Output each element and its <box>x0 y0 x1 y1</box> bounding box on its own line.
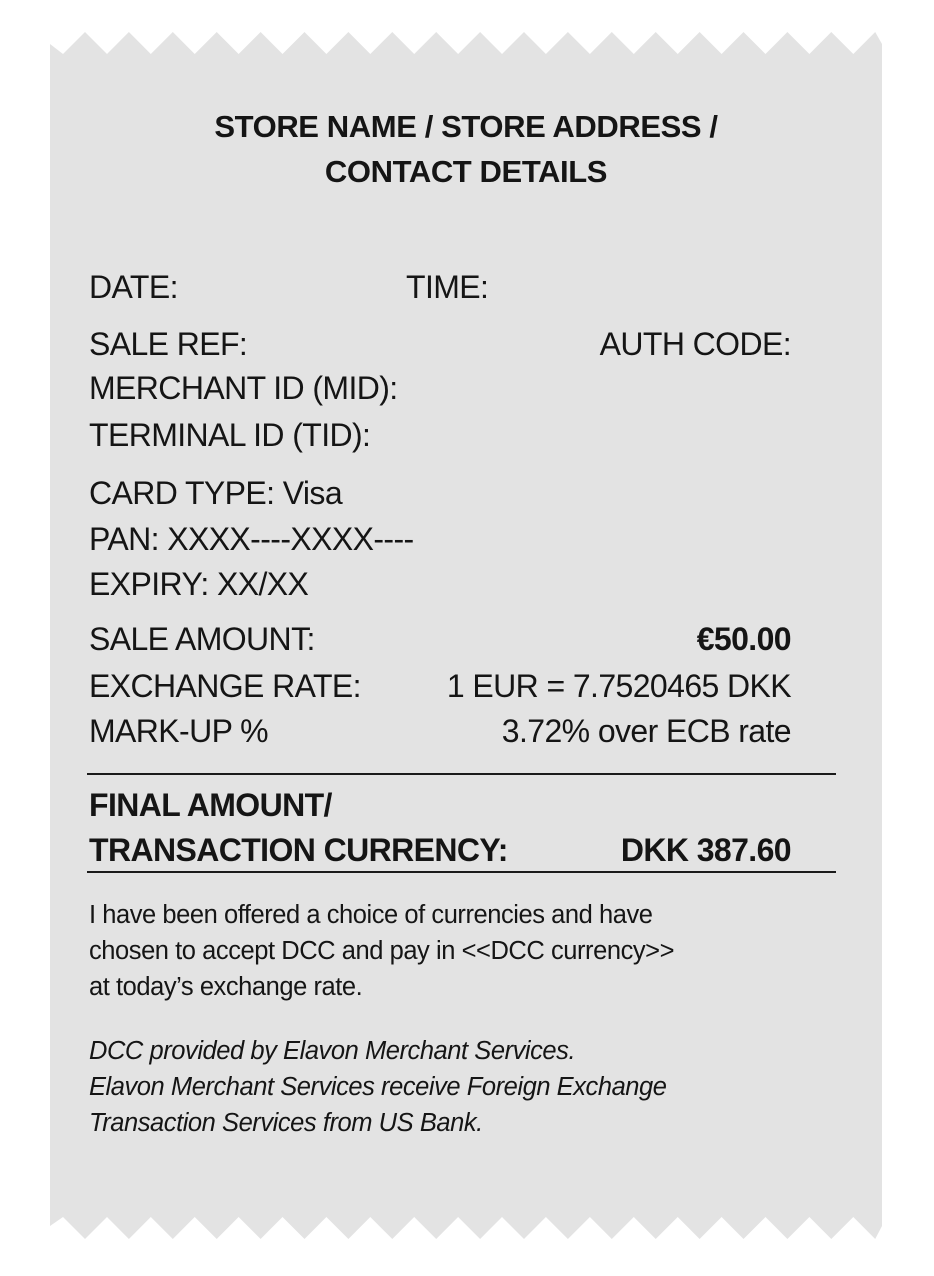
time-label: TIME: <box>406 269 489 305</box>
markup-label: MARK-UP % <box>89 713 268 749</box>
pan: PAN: XXXX----XXXX---- <box>89 521 414 557</box>
divider-bottom <box>87 871 836 873</box>
dcc-consent-line: chosen to accept DCC and pay in <<DCC currency>> <box>89 937 675 965</box>
exchange-rate-label: EXCHANGE RATE: <box>89 668 361 704</box>
card-type: CARD TYPE: Visa <box>89 475 343 511</box>
dcc-provider-line: Transaction Services from US Bank. <box>89 1109 483 1137</box>
divider-top <box>87 773 836 775</box>
date-label: DATE: <box>89 269 178 305</box>
dcc-provider-note <box>89 1033 667 1141</box>
dcc-provider-line: DCC provided by Elavon Merchant Services. <box>89 1037 576 1065</box>
final-amount-label-line1: FINAL AMOUNT/ <box>89 787 332 823</box>
store-header-line2: CONTACT DETAILS <box>324 154 608 189</box>
dcc-consent-line: at today’s exchange rate. <box>89 973 363 1001</box>
dcc-consent-line: I have been offered a choice of currencies and have <box>89 901 653 929</box>
dcc-provider-line: Elavon Merchant Services receive Foreign Exchange <box>89 1073 667 1101</box>
expiry: EXPIRY: XX/XX <box>89 566 309 602</box>
auth-code-label: AUTH CODE: <box>599 326 791 362</box>
sale-amount-label: SALE AMOUNT: <box>89 621 315 657</box>
exchange-rate-value: 1 EUR = 7.7520465 DKK <box>446 668 791 704</box>
final-amount-value: DKK 387.60 <box>620 832 791 868</box>
sale-ref-label: SALE REF: <box>89 326 248 362</box>
sale-amount-value: €50.00 <box>696 621 791 657</box>
merchant-id-label: MERCHANT ID (MID): <box>89 370 398 406</box>
store-header-line1: STORE NAME / STORE ADDRESS / <box>214 109 718 144</box>
markup-value: 3.72% over ECB rate <box>501 713 791 749</box>
final-amount-label-line2: TRANSACTION CURRENCY: <box>89 832 508 868</box>
dcc-consent-text <box>89 897 674 1005</box>
terminal-id-label: TERMINAL ID (TID): <box>89 417 371 453</box>
